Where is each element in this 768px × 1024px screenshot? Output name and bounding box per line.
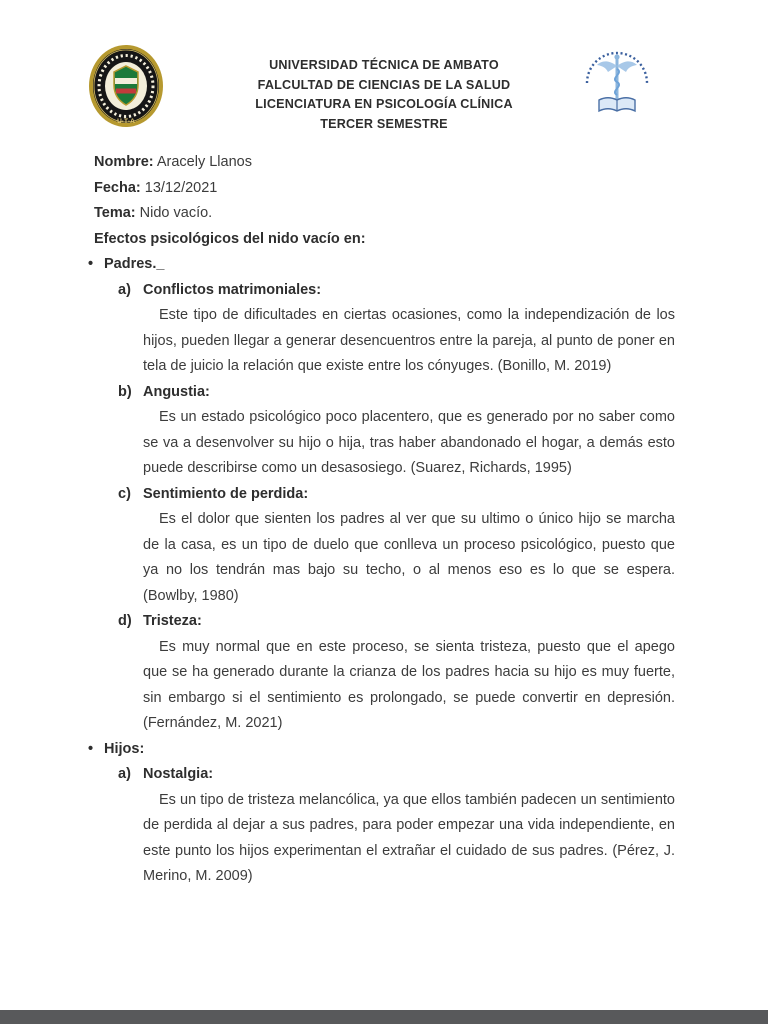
header-line-degree: LICENCIATURA EN PSICOLOGÍA CLÍNICA — [255, 97, 513, 111]
list-item-heading: Angustia: — [143, 383, 210, 400]
list-item — [118, 762, 675, 890]
section-heading-hijos — [88, 737, 675, 763]
list-item-heading: Tristeza: — [143, 613, 202, 629]
list-item-marker: c) — [118, 485, 131, 502]
list-item — [118, 278, 675, 380]
list-item-marker: a) — [118, 766, 131, 782]
meta-label: Nombre: — [94, 154, 154, 170]
list-item-body: Es un estado psicológico poco placentero, que es generado por no saber como se va a desenvolver su hijo o hija, tras haber abandonado el hogar, a demás esto puede describirse como un desasosiego. (Suarez, Richards, 1995) — [143, 409, 675, 476]
svg-text:U·T·A: U·T·A — [117, 118, 135, 125]
bullet-glyph: • — [88, 256, 94, 272]
list-item — [118, 482, 675, 610]
bullet-glyph: • — [88, 740, 94, 757]
list-item-heading: Nostalgia: — [143, 766, 214, 782]
meta-line-fecha — [94, 176, 675, 202]
list-item-heading: Sentimiento de perdida: — [143, 485, 309, 502]
list-item — [118, 609, 675, 737]
meta-label: Fecha: — [94, 179, 141, 196]
list-item-heading-row — [118, 762, 675, 788]
header-line-semester: TERCER SEMESTRE — [320, 116, 448, 131]
list-item-body: Es muy normal que en este proceso, se sienta tristeza, puesto que el apego que se ha generado durante la crianza de los padres hacia su hijo es muy fuerte, sin embargo si el sentimiento es prolongado, se puede convertir en depresión. (Fernández, M. 2021) — [143, 638, 675, 731]
document-header — [0, 0, 768, 142]
list-item-heading-row — [118, 380, 675, 406]
header-line-faculty: FALCULTAD DE CIENCIAS DE LA SALUD — [257, 77, 511, 92]
list-item-heading-row — [118, 482, 675, 508]
meta-value: Nido vacío. — [139, 205, 213, 221]
document-title: Efectos psicológicos del nido vacío en: — [94, 230, 366, 247]
list-item — [118, 380, 675, 482]
list-item-heading: Conflictos matrimoniales: — [143, 281, 322, 298]
faculty-caduceus-icon — [574, 42, 660, 133]
document-body — [0, 142, 768, 890]
section-heading-label: Hijos: — [104, 740, 145, 757]
list-item-body: Es un tipo de tristeza melancólica, ya que ellos también padecen un sentimiento de perdida al dejar a sus padres, para poder empezar una vida independiente, en este punto los hijos experimentan el extrañar el cuidado de sus padres. (Pérez, J. Merino, M. 2009) — [143, 791, 675, 884]
list-item-body: Es el dolor que sienten los padres al ver que su ultimo o único hijo se marcha de la casa, es un tipo de duelo que conlleva un proceso psicológico, puesto que ya no los tendrán mas bajo su techo, o al menos eso es lo que se espera. (Bowlby, 1980) — [143, 511, 675, 604]
meta-value: 13/12/2021 — [144, 179, 218, 196]
viewer-bottom-bar — [0, 1010, 768, 1024]
meta-line-nombre — [94, 150, 675, 176]
list-item-heading-row — [118, 278, 675, 304]
meta-value: Aracely Llanos — [156, 154, 252, 170]
meta-label: Tema: — [94, 205, 136, 221]
list-item-heading-row — [118, 609, 675, 635]
list-item-marker: a) — [118, 281, 131, 298]
list-item-marker: b) — [118, 383, 132, 400]
section-heading-padres — [88, 252, 675, 278]
meta-line-tema — [94, 201, 675, 227]
section-heading-label: Padres._ — [104, 256, 165, 272]
header-line-university: UNIVERSIDAD TÉCNICA DE AMBATO — [269, 58, 499, 72]
list-item-marker: d) — [118, 613, 132, 629]
list-item-body: Este tipo de dificultades en ciertas ocasiones, como la independización de los hijos, pueden llegar a generar desencuentros entre la pareja, al punto de poner en tela de juicio la relación que existe entre los cónyuges. (Bonillo, M. 2019) — [143, 307, 675, 374]
